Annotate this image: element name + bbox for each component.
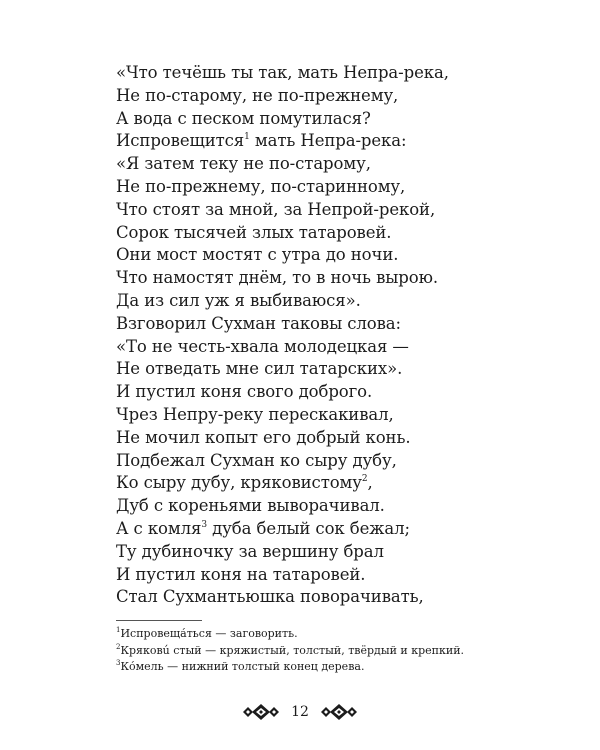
poem-line: Стал Сухмантьюшка поворачивать, <box>116 587 424 607</box>
poem-text <box>116 62 556 609</box>
footnote: $^2$Кряковú стый — кряжистый, толстый, твёрдый и крепкий. <box>116 642 465 657</box>
poem-line: Дуб с кореньями выворачивал. <box>116 496 385 516</box>
poem-line: Ту дубиночку за вершину брал <box>116 541 384 561</box>
ornament-right-icon <box>319 703 359 721</box>
poem-line: Не мочил копыт его добрый конь. <box>116 427 411 447</box>
page-footer <box>0 700 600 724</box>
poem-line: Не отведать мне сил татарских». <box>116 359 403 379</box>
poem-line: Не по-старому, не по-прежнему, <box>116 85 399 105</box>
footnote: $^3$Ко́мель — нижний толстый конец дерева. <box>116 659 365 673</box>
poem-line: «Я затем теку не по-старому, <box>116 154 371 174</box>
poem-line: Не по-прежнему, по-старинному, <box>116 176 406 196</box>
poem-line: Сорок тысячей злых татаровей. <box>116 222 392 242</box>
poem-line: Что стоят за мной, за Непрой-рекой, <box>116 199 436 219</box>
footnote-ref[interactable]: 2 <box>361 474 368 485</box>
poem-line: А с комля$^3$ дуба белый сок бежал; <box>116 518 410 538</box>
ornament-left-icon <box>241 703 281 721</box>
poem-line: Да из сил уж я выбиваюся». <box>116 290 361 310</box>
footnotes <box>116 626 556 676</box>
footnote-ref[interactable]: 1 <box>244 132 250 143</box>
poem-line: А вода с песком помутилася? <box>116 108 371 128</box>
poem-line: Подбежал Сухман ко сыру дубу, <box>116 450 397 470</box>
footnote-divider <box>116 620 202 621</box>
poem-line: Они мост мостят с утра до ночи. <box>116 245 399 265</box>
poem-line: Испровещится$^1$ мать Непра-река: <box>116 131 407 151</box>
poem-line: И пустил коня на татаровей. <box>116 564 366 584</box>
poem-line: Взговорил Сухман таковы слова: <box>116 313 401 333</box>
poem-line: «То не честь-хвала молодецкая — <box>116 336 409 356</box>
poem-line: Чрез Непру-реку перескакивал, <box>116 404 394 424</box>
poem-line: Ко сыру дубу, кряковистому$^2$, <box>116 473 373 493</box>
poem-line: И пустил коня свого доброго. <box>116 382 373 402</box>
page-number: 12 <box>291 704 309 720</box>
footnote-ref[interactable]: 3 <box>201 519 207 530</box>
footnote: $^1$Испровеща́ться — заговорить. <box>116 626 298 640</box>
poem-line: «Что течёшь ты так, мать Непра-река, <box>116 63 449 82</box>
poem-line: Что намостят днём, то в ночь вырою. <box>116 268 438 288</box>
